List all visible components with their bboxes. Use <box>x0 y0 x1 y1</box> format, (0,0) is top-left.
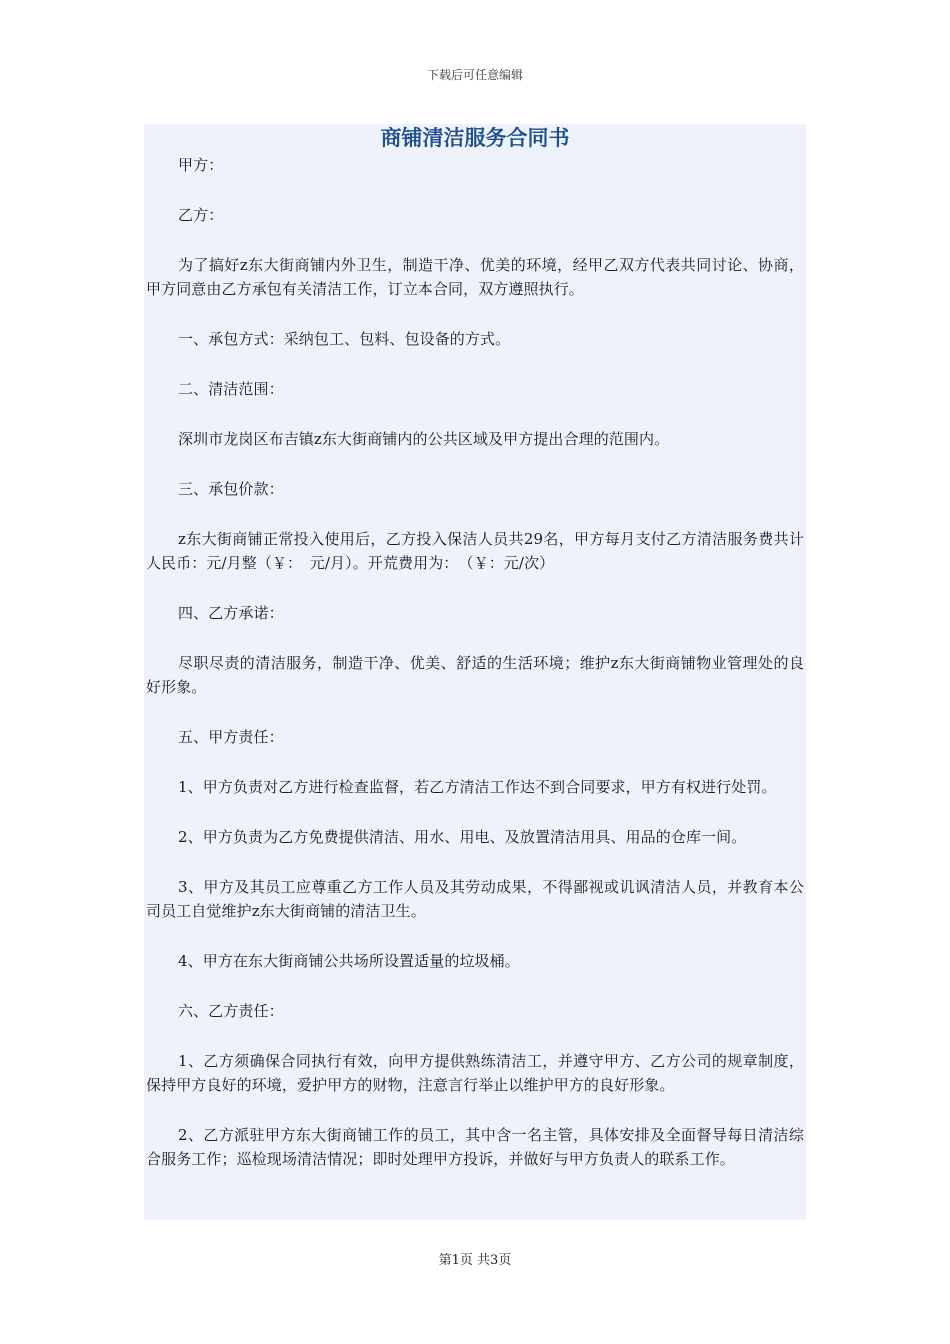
clause-paragraph: 3、甲方及其员工应尊重乙方工作人员及其劳动成果，不得鄙视或讥讽清洁人员，并教育本公司员工自觉维护z东大街商铺的清洁卫生。 <box>146 878 804 920</box>
party-a-line: 甲方： <box>178 156 224 174</box>
section-heading: 四、乙方承诺： <box>178 604 284 622</box>
clause-paragraph: 深圳市龙岗区布吉镇z东大街商铺内的公共区域及甲方提出合理的范围内。 <box>178 430 670 448</box>
section-heading: 二、清洁范围： <box>178 380 284 398</box>
clause-paragraph: z东大街商铺正常投入使用后，乙方投入保洁人员共29名，甲方每月支付乙方清洁服务费共计人民币：元/月整（￥： 元/月）。开荒费用为： （￥：元/次） <box>146 530 804 572</box>
clause-paragraph: 尽职尽责的清洁服务，制造干净、优美、舒适的生活环境；维护z东大街商铺物业管理处的良好形象。 <box>146 654 804 696</box>
document-body <box>144 124 806 1220</box>
clause-paragraph: 4、甲方在东大街商铺公共场所设置适量的垃圾桶。 <box>178 952 520 970</box>
page-footer: 第1页 共3页 <box>438 1253 512 1268</box>
clause-paragraph: 1、乙方须确保合同执行有效，向甲方提供熟练清洁工，并遵守甲方、乙方公司的规章制度，保持甲方良好的环境，爱护甲方的财物，注意言行举止以维护甲方的良好形象。 <box>146 1052 804 1094</box>
clause-paragraph: 2、乙方派驻甲方东大街商铺工作的员工，其中含一名主管，具体安排及全面督导每日清洁综合服务工作；巡检现场清洁情况；即时处理甲方投诉，并做好与甲方负责人的联系工作。 <box>146 1126 804 1168</box>
section-heading: 一、承包方式：采纳包工、包料、包设备的方式。 <box>178 330 511 348</box>
party-b-line: 乙方： <box>178 206 224 224</box>
section-heading: 五、甲方责任： <box>178 728 284 746</box>
preamble-paragraph: 为了搞好z东大街商铺内外卫生，制造干净、优美的环境，经甲乙双方代表共同讨论、协商，甲方同意由乙方承包有关清洁工作，订立本合同，双方遵照执行。 <box>146 256 804 298</box>
page-header-note: 下载后可任意编辑 <box>426 68 523 82</box>
clause-paragraph: 1、甲方负责对乙方进行检查监督，若乙方清洁工作达不到合同要求，甲方有权进行处罚。 <box>178 778 777 796</box>
section-heading: 三、承包价款： <box>178 480 284 498</box>
document-title: 商铺清洁服务合同书 <box>380 126 570 150</box>
clause-paragraph: 2、甲方负责为乙方免费提供清洁、用水、用电、及放置清洁用具、用品的仓库一间。 <box>178 828 747 846</box>
section-heading: 六、乙方责任： <box>178 1002 284 1020</box>
